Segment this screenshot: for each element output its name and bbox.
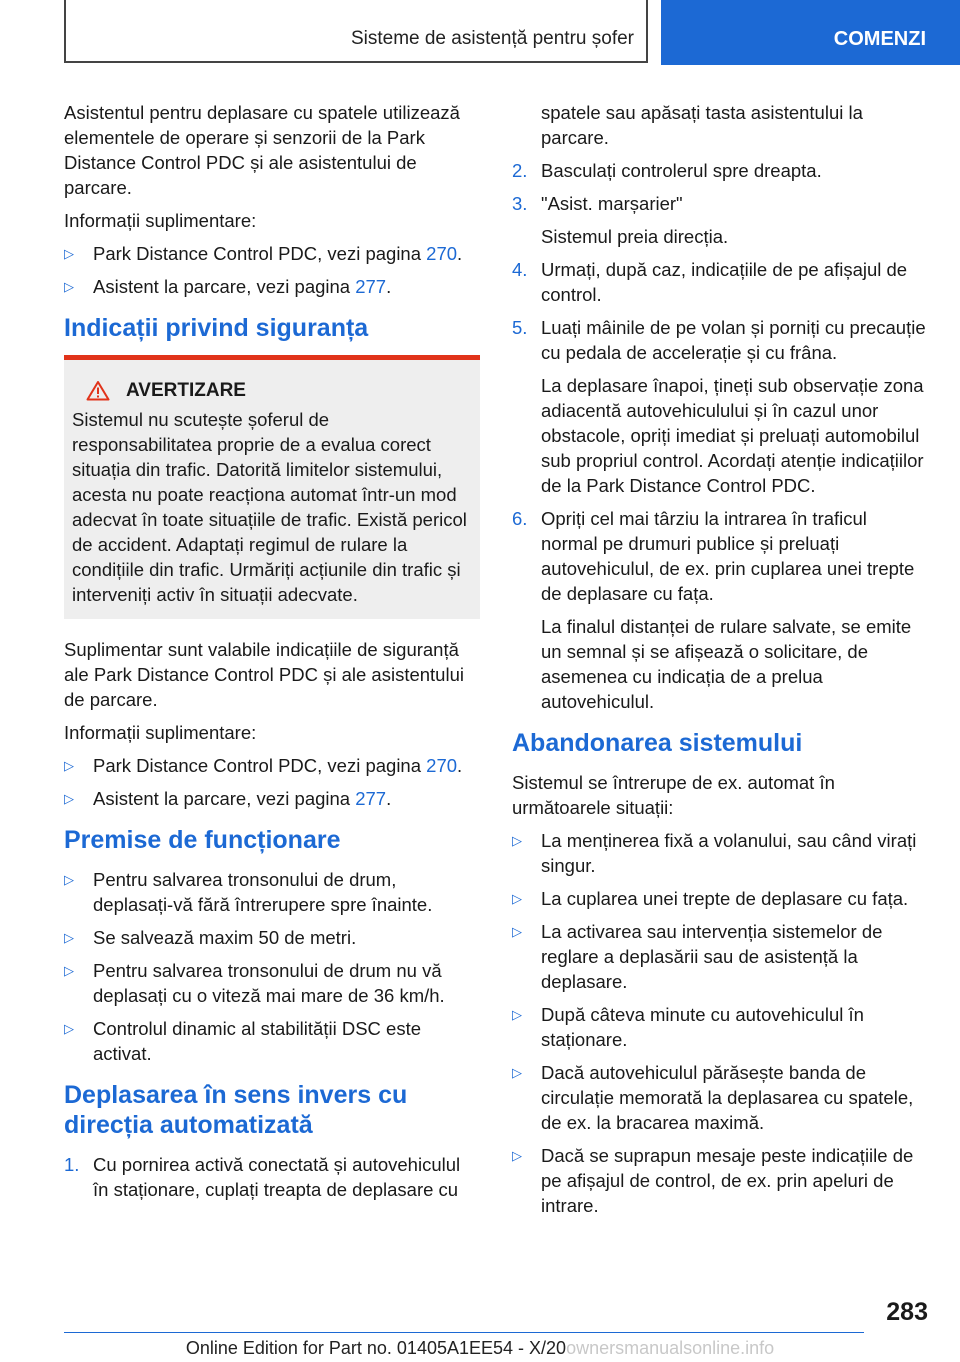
- page-link[interactable]: 270: [426, 755, 458, 776]
- list-item-text: Se salvează maxim 50 de metri.: [93, 927, 357, 948]
- step-item: [512, 315, 928, 498]
- triangle-bullet-icon: ▷: [512, 833, 522, 848]
- header-section-box: [64, 0, 648, 63]
- triangle-bullet-icon: ▷: [64, 279, 74, 294]
- warning-title-row: [72, 378, 472, 403]
- abort-intro: Sistemul se întrerupe de ex. automat în următoarele situații:: [512, 772, 835, 818]
- triangle-bullet-icon: ▷: [64, 791, 74, 806]
- list-item-text: După câteva minute cu autovehiculul în staționare.: [541, 1004, 864, 1050]
- list-item-text: La activarea sau intervenția sistemelor de reglare a deplasării sau de asistență la deplasare.: [541, 921, 883, 992]
- safety-heading: Indicații privind siguranța: [64, 314, 369, 342]
- info-label-2: Informații suplimentare:: [64, 722, 257, 743]
- list-item: [512, 1143, 928, 1218]
- step-number: 2.: [512, 160, 528, 181]
- list-item: [64, 274, 480, 299]
- list-item-text: Park Distance Control PDC, vezi pagina: [93, 243, 427, 264]
- footer-edition: [0, 1338, 960, 1359]
- triangle-bullet-icon: ▷: [512, 1148, 522, 1163]
- list-item: [64, 753, 480, 778]
- warning-body: Sistemul nu scutește șoferul de responsabilitatea proprie de a evalua corect situația din trafic. Datorită limitelor sistemului, acesta nu poate reacționa automat într-un mod adecvat în toate situațiile de trafic. Există pericol de accident. Adaptați regimul de rulare la condițiile din trafic. Urmăriți acțiunile din trafic și interveniți activ în situații adecvate.: [72, 409, 467, 605]
- abort-heading: Abandonarea sistemului: [512, 729, 803, 757]
- step-text: spatele sau apăsați tasta asistentului la parcare.: [541, 102, 863, 148]
- info-label: Informații suplimentare:: [64, 210, 257, 231]
- triangle-bullet-icon: ▷: [512, 1065, 522, 1080]
- triangle-bullet-icon: ▷: [64, 930, 74, 945]
- list-item: [64, 958, 480, 1008]
- info-list: [64, 241, 480, 299]
- step-number: 3.: [512, 193, 528, 214]
- list-item-text: Asistent la parcare, vezi pagina: [93, 788, 356, 809]
- triangle-bullet-icon: ▷: [512, 891, 522, 906]
- list-item: [64, 925, 480, 950]
- list-item: [512, 886, 928, 911]
- step-subtext: La deplasare înapoi, țineți sub observație zona adiacentă autovehiculului și în cazul unor obstacole, opriți imediat și preluați automobilul sub propriul control. Acordați atenție indicațiilor de la Park Distance Control PDC.: [541, 375, 924, 496]
- page-link[interactable]: 270: [426, 243, 458, 264]
- step-number: 4.: [512, 259, 528, 280]
- prereq-list: [64, 867, 480, 1066]
- warning-box: [64, 355, 480, 619]
- step-number: 1.: [64, 1154, 80, 1175]
- page-link[interactable]: 277: [355, 276, 387, 297]
- step-number: 5.: [512, 317, 528, 338]
- list-item: [64, 241, 480, 266]
- step-text: Cu pornirea activă conectată și autovehiculul în staționare, cuplați treapta de deplasare cu: [93, 1154, 461, 1200]
- reverse-heading: Deplasarea în sens invers cu direcția automatizată: [64, 1081, 408, 1139]
- prereq-heading: Premise de funcționare: [64, 826, 341, 854]
- step-subtext: La finalul distanței de rulare salvate, se emite un semnal și se afișează o solicitare, de asemenea cu indicația de a prelua autovehiculul.: [541, 616, 912, 712]
- triangle-bullet-icon: ▷: [64, 1021, 74, 1036]
- step-number: 6.: [512, 508, 528, 529]
- supplement-paragraph: Suplimentar sunt valabile indicațiile de siguranță ale Park Distance Control PDC și ale asistentului de parcare.: [64, 639, 464, 710]
- step-text: Opriți cel mai târziu la intrarea în traficul normal pe drumuri publice și preluați autovehiculul, de ex. prin cuplarea unei trepte de deplasare cu fața.: [541, 508, 915, 604]
- watermark-text: ownersmanualsonline.info: [566, 1338, 775, 1358]
- list-item: [512, 828, 928, 878]
- list-item-end: .: [386, 276, 392, 297]
- triangle-bullet-icon: ▷: [512, 1007, 522, 1022]
- step-text: "Asist. marșarier": [541, 193, 683, 214]
- step-text: Urmați, după caz, indicațiile de pe afișajul de control.: [541, 259, 908, 305]
- list-item: [64, 867, 480, 917]
- abort-list: [512, 828, 928, 1218]
- step-subtext: Sistemul preia direcția.: [541, 226, 729, 247]
- page-number: 283: [886, 1298, 928, 1326]
- steps-list-right: [512, 100, 928, 714]
- warning-title: AVERTIZARE: [126, 380, 246, 401]
- list-item-text: Park Distance Control PDC, vezi pagina: [93, 755, 427, 776]
- triangle-bullet-icon: ▷: [64, 758, 74, 773]
- intro-paragraph: Asistentul pentru deplasare cu spatele utilizează elementele de operare și senzorii de la Park Distance Control PDC și ale asistentului de parcare.: [64, 102, 460, 198]
- list-item-text: Controlul dinamic al stabilității DSC este activat.: [93, 1018, 421, 1064]
- list-item-end: .: [457, 243, 463, 264]
- list-item: [512, 919, 928, 994]
- triangle-bullet-icon: ▷: [64, 963, 74, 978]
- list-item: [512, 1060, 928, 1135]
- header-chapter-tab[interactable]: COMENZI: [661, 0, 960, 65]
- list-item: [64, 786, 480, 811]
- list-item-text: Pentru salvarea tronsonului de drum, deplasați-vă fără întrerupere spre înainte.: [93, 869, 433, 915]
- triangle-bullet-icon: ▷: [512, 924, 522, 939]
- list-item-text: Dacă autovehiculul părăsește banda de circulație memorată la deplasarea cu spatele, de ex. la bracarea maximă.: [541, 1062, 914, 1133]
- triangle-bullet-icon: ▷: [64, 872, 74, 887]
- right-column: [512, 100, 928, 1226]
- step-item: [512, 506, 928, 714]
- info-list-2: [64, 753, 480, 811]
- step-item: [512, 257, 928, 307]
- steps-list-left: [64, 1152, 480, 1202]
- left-column: [64, 100, 480, 1210]
- page-link[interactable]: 277: [355, 788, 387, 809]
- list-item: [512, 1002, 928, 1052]
- list-item: [64, 1016, 480, 1066]
- list-item-end: .: [386, 788, 392, 809]
- footer-divider: [64, 1332, 864, 1333]
- step-item: [64, 1152, 480, 1202]
- step-text: Luați mâinile de pe volan și porniți cu precauție cu pedala de accelerație și cu frâna.: [541, 317, 926, 363]
- list-item-text: Pentru salvarea tronsonului de drum nu vă deplasați cu o viteză mai mare de 36 km/h.: [93, 960, 445, 1006]
- list-item-text: Dacă se suprapun mesaje peste indicațiile de pe afișajul de control, de ex. prin apeluri de intrare.: [541, 1145, 914, 1216]
- step-item-continued: [512, 100, 928, 150]
- list-item-text: La cuplarea unei trepte de deplasare cu fața.: [541, 888, 909, 909]
- list-item-text: Asistent la parcare, vezi pagina: [93, 276, 356, 297]
- step-text: Basculați controlerul spre dreapta.: [541, 160, 822, 181]
- header-section-title: Sisteme de asistență pentru șofer: [350, 28, 634, 49]
- list-item-end: .: [457, 755, 463, 776]
- step-item: [512, 191, 928, 249]
- list-item-text: La menținerea fixă a volanului, sau când virați singur.: [541, 830, 917, 876]
- step-item: [512, 158, 928, 183]
- triangle-bullet-icon: ▷: [64, 246, 74, 261]
- warning-triangle-icon: [86, 380, 110, 401]
- edition-text: Online Edition for Part no. 01405A1EE54 - X/20: [185, 1338, 567, 1358]
